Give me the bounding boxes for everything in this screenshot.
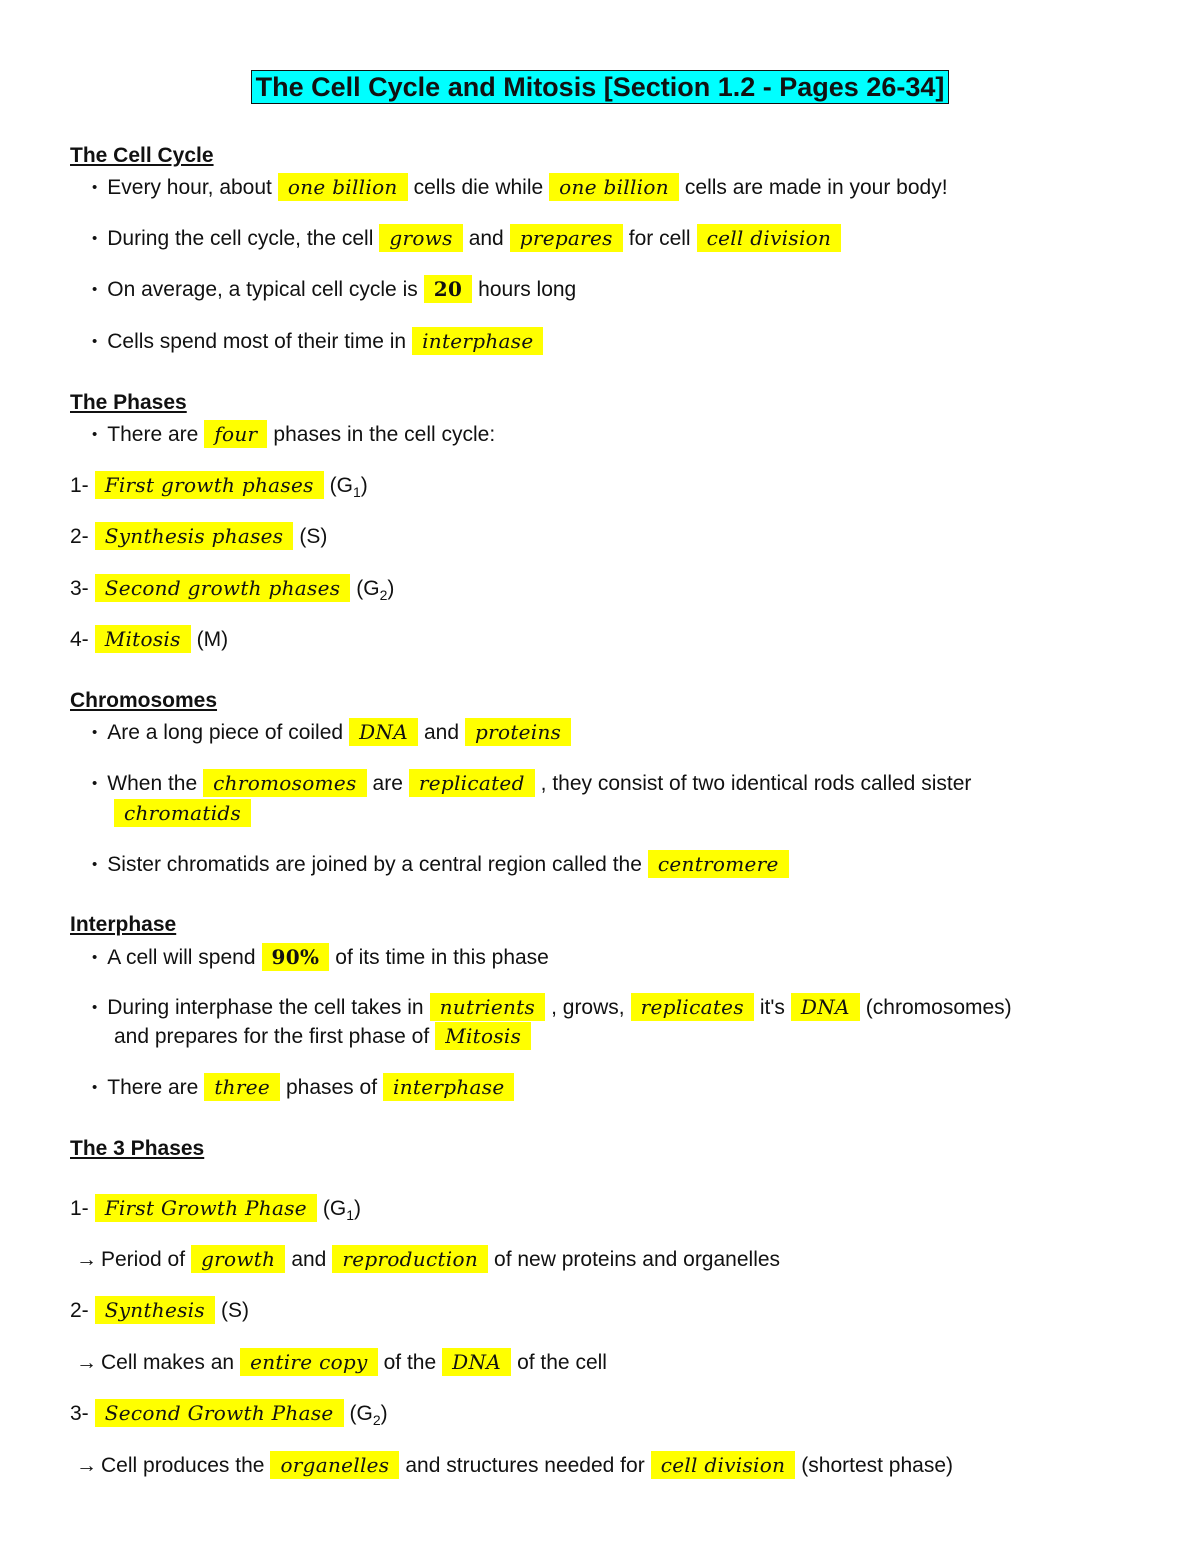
answer: DNA	[442, 1348, 511, 1376]
phase-description: → Cell makes an entire copy of the DNA of the cell	[76, 1350, 607, 1374]
answer: chromatids	[114, 799, 251, 827]
answer: growth	[191, 1245, 285, 1273]
answer: chromosomes	[203, 769, 366, 797]
answer: 90%	[262, 943, 330, 971]
bullet-line: • A cell will spend 90% of its time in this phase	[92, 945, 549, 969]
answer: entire copy	[240, 1348, 378, 1376]
answer: grows	[379, 224, 462, 252]
answer: reproduction	[332, 1245, 488, 1273]
bullet-line: • There are three phases of interphase	[92, 1073, 520, 1103]
answer: four	[204, 420, 267, 448]
title-text: The Cell Cycle and Mitosis [Section 1.2 - Pages 26-34]	[251, 70, 950, 104]
bullet-line: • During interphase the cell takes in nutrients , grows, replicates it's DNA (chromosomes)	[92, 995, 1012, 1019]
phase-item: 1- First Growth Phase $(G_1)$	[70, 1196, 362, 1223]
answer: nutrients	[430, 993, 545, 1021]
heading-chromosomes: Chromosomes	[70, 689, 218, 712]
bullet-icon: •	[92, 856, 98, 873]
heading-interphase: Interphase	[70, 913, 177, 936]
answer: DNA	[791, 993, 860, 1021]
answer: First Growth Phase	[95, 1194, 317, 1222]
answer: prepares	[510, 224, 623, 252]
bullet-line: • Every hour, about one billion cells die while one billion cells are made in your body!	[92, 175, 948, 199]
answer: one billion	[549, 173, 679, 201]
heading-cell-cycle: The Cell Cycle	[70, 144, 214, 167]
bullet-icon: •	[92, 949, 98, 966]
phase-item: 3- Second growth phases $(G_2)$	[70, 576, 395, 603]
bullet-icon: •	[92, 1079, 98, 1096]
phase-item: 1- First growth phases $(G_1)$	[70, 473, 368, 500]
answer: Synthesis phases	[95, 522, 294, 550]
arrow-right-icon: →	[76, 1248, 97, 1271]
bullet-line-continued: and prepares for the first phase of Mitosis	[114, 1022, 537, 1052]
phase-item: 2- Synthesis phases (S)	[70, 524, 328, 548]
answer: one billion	[278, 173, 408, 201]
answer: Synthesis	[95, 1296, 215, 1324]
bullet-icon: •	[92, 281, 98, 298]
bullet-icon: •	[92, 775, 98, 792]
answer: organelles	[270, 1451, 399, 1479]
answer: First growth phases	[95, 471, 324, 499]
phase-description: → Cell produces the organelles and structures needed for cell division (shortest phase)	[76, 1453, 954, 1477]
bullet-icon: •	[92, 724, 98, 741]
bullet-line: • Cells spend most of their time in interphase	[92, 327, 549, 357]
bullet-line: • Are a long piece of coiled DNA and proteins	[92, 718, 577, 748]
phase-item: 3- Second Growth Phase $(G_2)$	[70, 1401, 388, 1428]
phase-item: 4- Mitosis (M)	[70, 627, 229, 651]
bullet-line: • Sister chromatids are joined by a central region called the centromere	[92, 850, 795, 880]
answer: Second growth phases	[95, 574, 351, 602]
answer: proteins	[465, 718, 571, 746]
page-title	[0, 72, 1200, 103]
heading-three-phases: The 3 Phases	[70, 1137, 205, 1160]
bullet-line: • On average, a typical cell cycle is 20 hours long	[92, 277, 577, 301]
arrow-right-icon: →	[76, 1454, 97, 1477]
phase-description: → Period of growth and reproduction of new proteins and organelles	[76, 1247, 781, 1271]
answer: cell division	[697, 224, 842, 252]
phase-item: 2- Synthesis (S)	[70, 1298, 249, 1322]
answer: Second Growth Phase	[95, 1399, 344, 1427]
arrow-right-icon: →	[76, 1351, 97, 1374]
answer: 20	[424, 275, 472, 303]
bullet-icon: •	[92, 230, 98, 247]
answer: replicates	[631, 993, 754, 1021]
answer: DNA	[349, 718, 418, 746]
bullet-icon: •	[92, 179, 98, 196]
answer: interphase	[383, 1073, 514, 1101]
bullet-line: • During the cell cycle, the cell grows and prepares for cell cell division	[92, 224, 847, 254]
bullet-line-continued	[108, 799, 257, 829]
answer: Mitosis	[435, 1022, 531, 1050]
bullet-icon: •	[92, 426, 98, 443]
bullet-icon: •	[92, 999, 98, 1016]
answer: Mitosis	[95, 625, 191, 653]
answer: interphase	[412, 327, 543, 355]
answer: centromere	[648, 850, 789, 878]
answer: replicated	[409, 769, 535, 797]
answer: cell division	[651, 1451, 796, 1479]
bullet-line: • There are four phases in the cell cycle:	[92, 422, 496, 446]
heading-phases: The Phases	[70, 391, 187, 414]
bullet-line: • When the chromosomes are replicated , they consist of two identical rods called sister	[92, 771, 972, 795]
bullet-icon: •	[92, 333, 98, 350]
answer: three	[204, 1073, 280, 1101]
